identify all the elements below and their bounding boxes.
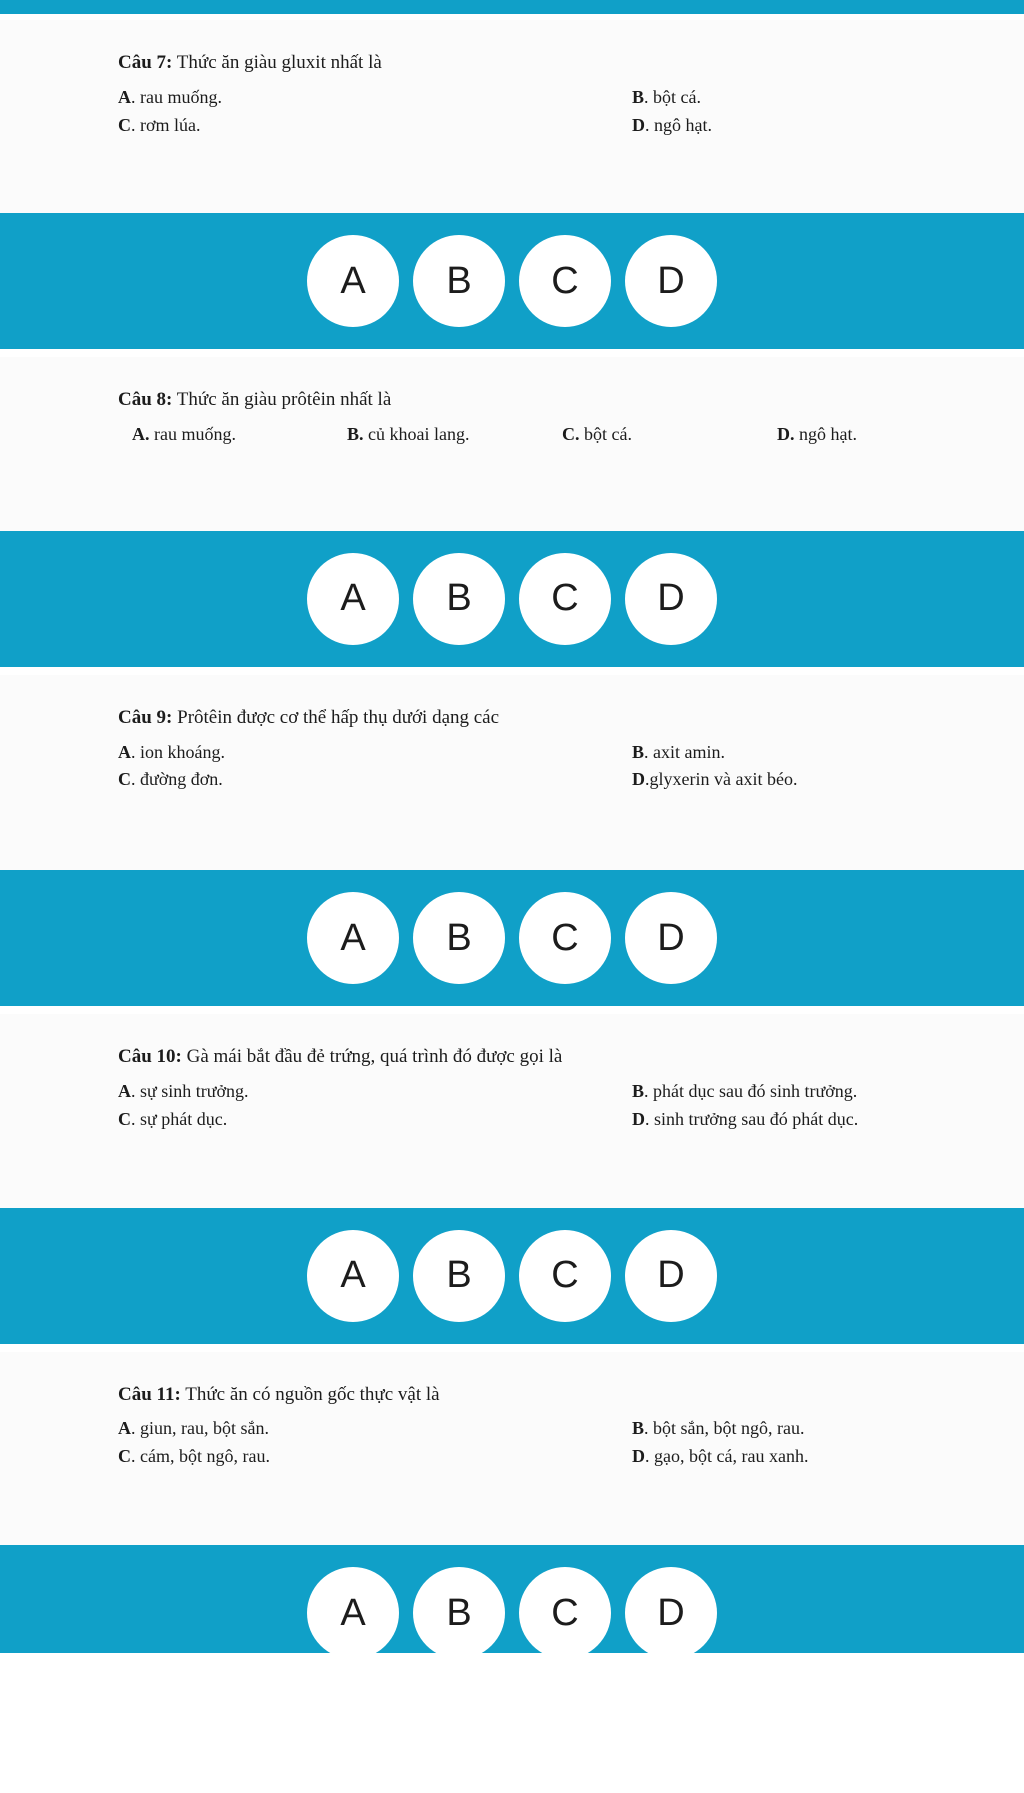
answer-button-a[interactable]: A: [307, 235, 399, 327]
option-text: . sinh trưởng sau đó phát dục.: [645, 1108, 859, 1129]
question-block-11: [0, 1352, 1024, 1545]
answer-button-c[interactable]: C: [519, 1230, 611, 1322]
question-9-options: [118, 739, 984, 795]
answer-button-a[interactable]: A: [307, 1567, 399, 1653]
option-letter: B: [632, 1418, 645, 1439]
option-text: . ion khoáng.: [131, 741, 225, 762]
answer-button-d[interactable]: D: [625, 892, 717, 984]
option-letter: B: [632, 741, 645, 762]
question-10-prompt: Gà mái bắt đầu đẻ trứng, quá trình đó được gọi là: [186, 1046, 563, 1068]
option-letter: A: [118, 1081, 131, 1102]
answer-bar-7: [0, 213, 1024, 349]
question-11-content: [0, 1382, 1024, 1471]
question-10-options: [118, 1078, 984, 1134]
answer-button-c[interactable]: C: [519, 1567, 611, 1653]
answer-button-d[interactable]: D: [625, 1230, 717, 1322]
option-text: . sự sinh trưởng.: [131, 1081, 249, 1102]
question-9-spacer: [0, 794, 1024, 870]
option-letter: A: [118, 741, 131, 762]
answer-button-c[interactable]: C: [519, 892, 611, 984]
answer-bar-10: [0, 1208, 1024, 1344]
answer-button-a[interactable]: A: [307, 1230, 399, 1322]
question-9-title: [118, 705, 984, 731]
option-letter: A.: [132, 424, 150, 445]
option-text: . bột sắn, bột ngô, rau.: [644, 1418, 805, 1439]
option-letter: D: [632, 114, 645, 135]
answer-button-c[interactable]: C: [519, 235, 611, 327]
option-letter: C: [118, 769, 131, 790]
option-text: . đường đơn.: [131, 769, 223, 790]
answer-bar-11: [0, 1545, 1024, 1653]
option-letter: C: [118, 114, 131, 135]
answer-button-b[interactable]: B: [413, 892, 505, 984]
question-block-9: [0, 675, 1024, 870]
question-7-option-b: [632, 84, 984, 112]
question-10-option-d: [632, 1106, 984, 1134]
option-letter: B.: [347, 424, 364, 445]
option-text: . gạo, bột cá, rau xanh.: [645, 1446, 809, 1467]
top-accent-bar: [0, 0, 1024, 14]
option-letter: D.: [777, 424, 795, 445]
separator-7: [0, 349, 1024, 357]
question-10-option-a: [118, 1078, 632, 1106]
question-7-options: [118, 84, 984, 140]
option-text: . phát dục sau đó sinh trưởng.: [644, 1081, 858, 1102]
question-7-option-c: [118, 112, 632, 140]
question-8-prompt: Thức ăn giàu prôtêin nhất là: [176, 389, 392, 411]
option-text: .glyxerin và axit béo.: [645, 769, 798, 790]
option-text: . bột cá.: [644, 86, 701, 107]
option-text: rau muống.: [149, 424, 236, 445]
question-8-option-a: [132, 421, 347, 449]
question-8-title: [118, 387, 984, 413]
question-11-prompt: Thức ăn có nguồn gốc thực vật là: [185, 1383, 440, 1405]
question-7-spacer: [0, 139, 1024, 213]
question-7-title: [118, 50, 984, 76]
answer-button-a[interactable]: A: [307, 553, 399, 645]
question-7-prompt: Thức ăn giàu gluxit nhất là: [176, 52, 382, 73]
question-11-options: [118, 1415, 984, 1471]
option-text: . giun, rau, bột sắn.: [131, 1418, 269, 1439]
separator-8: [0, 667, 1024, 675]
question-8-option-b: [347, 421, 562, 449]
question-9-option-a: [118, 739, 632, 767]
separator-9: [0, 1006, 1024, 1014]
option-letter: D: [632, 1446, 645, 1467]
question-7-option-a: [118, 84, 632, 112]
option-letter: A: [118, 1418, 131, 1439]
question-11-option-d: [632, 1443, 984, 1471]
question-7-number: Câu 7:: [118, 52, 173, 73]
option-text: . cám, bột ngô, rau.: [131, 1446, 270, 1467]
question-8-options: [118, 421, 984, 449]
question-10-option-c: [118, 1106, 632, 1134]
question-11-number: Câu 11:: [118, 1383, 181, 1405]
question-9-number: Câu 9:: [118, 706, 173, 728]
separator-10: [0, 1344, 1024, 1352]
option-letter: D: [632, 1108, 645, 1129]
answer-bar-8: [0, 531, 1024, 667]
question-block-8: [0, 357, 1024, 531]
question-7-option-d: [632, 112, 984, 140]
question-11-option-a: [118, 1415, 632, 1443]
option-text: . rơm lúa.: [131, 114, 201, 135]
question-9-content: [0, 705, 1024, 794]
option-text: củ khoai lang.: [363, 424, 470, 445]
question-block-7: [0, 20, 1024, 213]
question-8-option-c: [562, 421, 777, 449]
answer-button-b[interactable]: B: [413, 1567, 505, 1653]
option-letter: D: [632, 769, 645, 790]
answer-button-c[interactable]: C: [519, 553, 611, 645]
option-letter: A: [118, 86, 131, 107]
question-8-spacer: [0, 449, 1024, 531]
answer-button-b[interactable]: B: [413, 553, 505, 645]
option-text: . sự phát dục.: [131, 1108, 228, 1129]
option-letter: C: [118, 1446, 131, 1467]
option-letter: B: [632, 86, 645, 107]
answer-button-d[interactable]: D: [625, 235, 717, 327]
question-block-10: [0, 1014, 1024, 1207]
question-11-title: [118, 1382, 984, 1408]
option-letter: B: [632, 1081, 645, 1102]
question-9-prompt: Prôtêin được cơ thể hấp thụ dưới dạng các: [177, 706, 500, 728]
answer-button-b[interactable]: B: [413, 1230, 505, 1322]
question-9-option-b: [632, 739, 984, 767]
question-11-option-b: [632, 1415, 984, 1443]
option-text: . rau muống.: [131, 86, 222, 107]
question-8-number: Câu 8:: [118, 389, 173, 411]
question-9-option-c: [118, 766, 632, 794]
answer-button-d[interactable]: D: [625, 1567, 717, 1653]
question-7-content: [0, 50, 1024, 139]
question-10-title: [118, 1044, 984, 1070]
question-8-content: [0, 387, 1024, 449]
question-11-spacer: [0, 1471, 1024, 1545]
question-9-option-d: [632, 766, 984, 794]
answer-button-a[interactable]: A: [307, 892, 399, 984]
option-text: bột cá.: [579, 424, 632, 445]
question-11-option-c: [118, 1443, 632, 1471]
option-letter: C.: [562, 424, 580, 445]
question-10-spacer: [0, 1134, 1024, 1208]
option-text: ngô hạt.: [794, 424, 857, 445]
answer-bar-9: [0, 870, 1024, 1006]
answer-button-d[interactable]: D: [625, 553, 717, 645]
option-text: . ngô hạt.: [645, 114, 712, 135]
question-10-number: Câu 10:: [118, 1046, 182, 1068]
question-8-option-d: [777, 421, 984, 449]
question-10-option-b: [632, 1078, 984, 1106]
question-10-content: [0, 1044, 1024, 1133]
answer-button-b[interactable]: B: [413, 235, 505, 327]
option-letter: C: [118, 1108, 131, 1129]
option-text: . axit amin.: [644, 741, 725, 762]
